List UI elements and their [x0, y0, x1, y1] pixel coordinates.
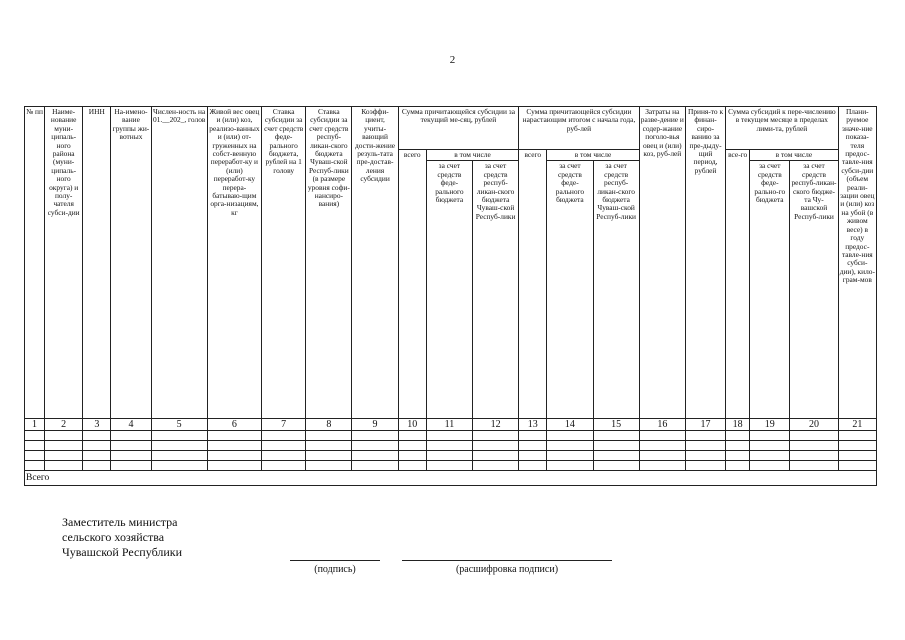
- column-number: 12: [472, 419, 518, 431]
- page-number: 2: [449, 54, 456, 66]
- column-number: 9: [352, 419, 398, 431]
- signature-line: [290, 560, 380, 561]
- header-cumulative-including: в том числе: [547, 150, 639, 161]
- header-transfer-sum: Сумма субсидий к пере-числению в текущем месяце в пределах лими-та, рублей: [726, 107, 839, 150]
- header-current-federal: за счет средств феде-рального бюджета: [426, 161, 472, 419]
- header-cumulative-total: всего: [519, 150, 547, 419]
- column-number: 13: [519, 419, 547, 431]
- table-row: [25, 431, 877, 441]
- table-row: [25, 441, 877, 451]
- column-number: 15: [593, 419, 639, 431]
- table-row: [25, 451, 877, 461]
- header-animal-group: На-имено-вание группы жи-вотных: [111, 107, 151, 419]
- header-cumulative-republic: за счет средств респуб-ликан-ского бюджета Чуваш-ской Респуб-лики: [593, 161, 639, 419]
- column-number: 18: [726, 419, 750, 431]
- header-transfer-republic: за счет средств респуб-ликан-ского бюдже-та Чу-вашской Респуб-лики: [790, 161, 838, 419]
- column-number: 2: [45, 419, 83, 431]
- column-number: 8: [306, 419, 352, 431]
- total-row: [25, 471, 877, 486]
- header-transfer-total: все-го: [726, 150, 750, 419]
- signatory-title: [62, 515, 182, 560]
- header-transfer-federal: за счет средств феде-рально-го бюджета: [750, 161, 790, 419]
- column-number: 14: [547, 419, 593, 431]
- header-cumulative-federal: за счет средств феде-рального бюджета: [547, 161, 593, 419]
- column-number: 16: [639, 419, 685, 431]
- column-number: 5: [151, 419, 207, 431]
- header-district-recipient: Наиме-нование муни-ципаль-ного района (муни-ципаль-ного округа) и полу-чателя субси-дии: [45, 107, 83, 419]
- header-current-republic: за счет средств респуб-ликан-ского бюджета Чуваш-ской Респуб-лики: [472, 161, 518, 419]
- subsidy-calculation-table: [24, 106, 877, 486]
- header-headcount: Числен-ность на 01.__202_, голов: [151, 107, 207, 419]
- column-number: 3: [83, 419, 111, 431]
- column-number: 17: [685, 419, 725, 431]
- signatory-title-line: Чувашской Республики: [62, 545, 183, 559]
- header-current-month-subsidy: Сумма причитающейся субсидии за текущий ме-сяц, рублей: [398, 107, 519, 150]
- signature-decode-line: [402, 560, 612, 561]
- signature-caption: (подпись): [314, 564, 356, 575]
- header-cumulative-subsidy: Сумма причитающейся субсидии нарастающим итогом с начала года, руб-лей: [519, 107, 640, 150]
- signatory-title-line: Заместитель министра: [62, 515, 178, 529]
- header-live-weight: Живой вес овец и (или) коз, реализо-ванных и (или) от-груженных на собст-венную переработ-ку и (или) переработ-ку перера-батываю-щим орга-низациям, кг: [207, 107, 261, 419]
- column-number: 7: [262, 419, 306, 431]
- column-number: 6: [207, 419, 261, 431]
- table-row: [25, 461, 877, 471]
- column-number: 21: [838, 419, 876, 431]
- header-current-total: всего: [398, 150, 426, 419]
- header-federal-rate: Ставка субсидии за счет средств феде-рального бюджета, рублей на 1 голову: [262, 107, 306, 419]
- column-number: 1: [25, 419, 45, 431]
- total-label: Всего: [25, 471, 877, 486]
- header-planned-indicator: Плани-руемое значе-ние показа-теля предос-тавле-ния субси-дии (объем реали-зации овец и (или) коз на убой (в живом весе) в году предос-тавле-ния субси-дии), кило-грам-мов: [838, 107, 876, 419]
- column-number: 10: [398, 419, 426, 431]
- signatory-title-line: сельского хозяйства: [62, 530, 165, 544]
- header-transfer-including: в том числе: [750, 150, 838, 161]
- header-inn: ИНН: [83, 107, 111, 419]
- header-row-number: № пп: [25, 107, 45, 419]
- header-breeding-costs: Затраты на разве-дение и содер-жание поголо-вья овец и (или) коз, руб-лей: [639, 107, 685, 419]
- column-number: 20: [790, 419, 838, 431]
- column-number: 11: [426, 419, 472, 431]
- signature-decode-caption: (расшифровка подписи): [455, 564, 559, 575]
- header-previously-accepted: Приня-то к финан-сиро-ванию за пре-дыду-щий период, рублей: [685, 107, 725, 419]
- column-number: 19: [750, 419, 790, 431]
- column-number-row: [25, 419, 877, 431]
- column-number: 4: [111, 419, 151, 431]
- header-republic-rate: Ставка субсидии за счет средств респуб-ликан-ского бюджета Чуваш-ской Респуб-лики (в размере уровня софи-нансиро-вания): [306, 107, 352, 419]
- header-coefficient: Коэффи-циент, учиты-вающий дости-жение резуль-тата пре-достав-ления субсидии: [352, 107, 398, 419]
- header-current-including: в том числе: [426, 150, 518, 161]
